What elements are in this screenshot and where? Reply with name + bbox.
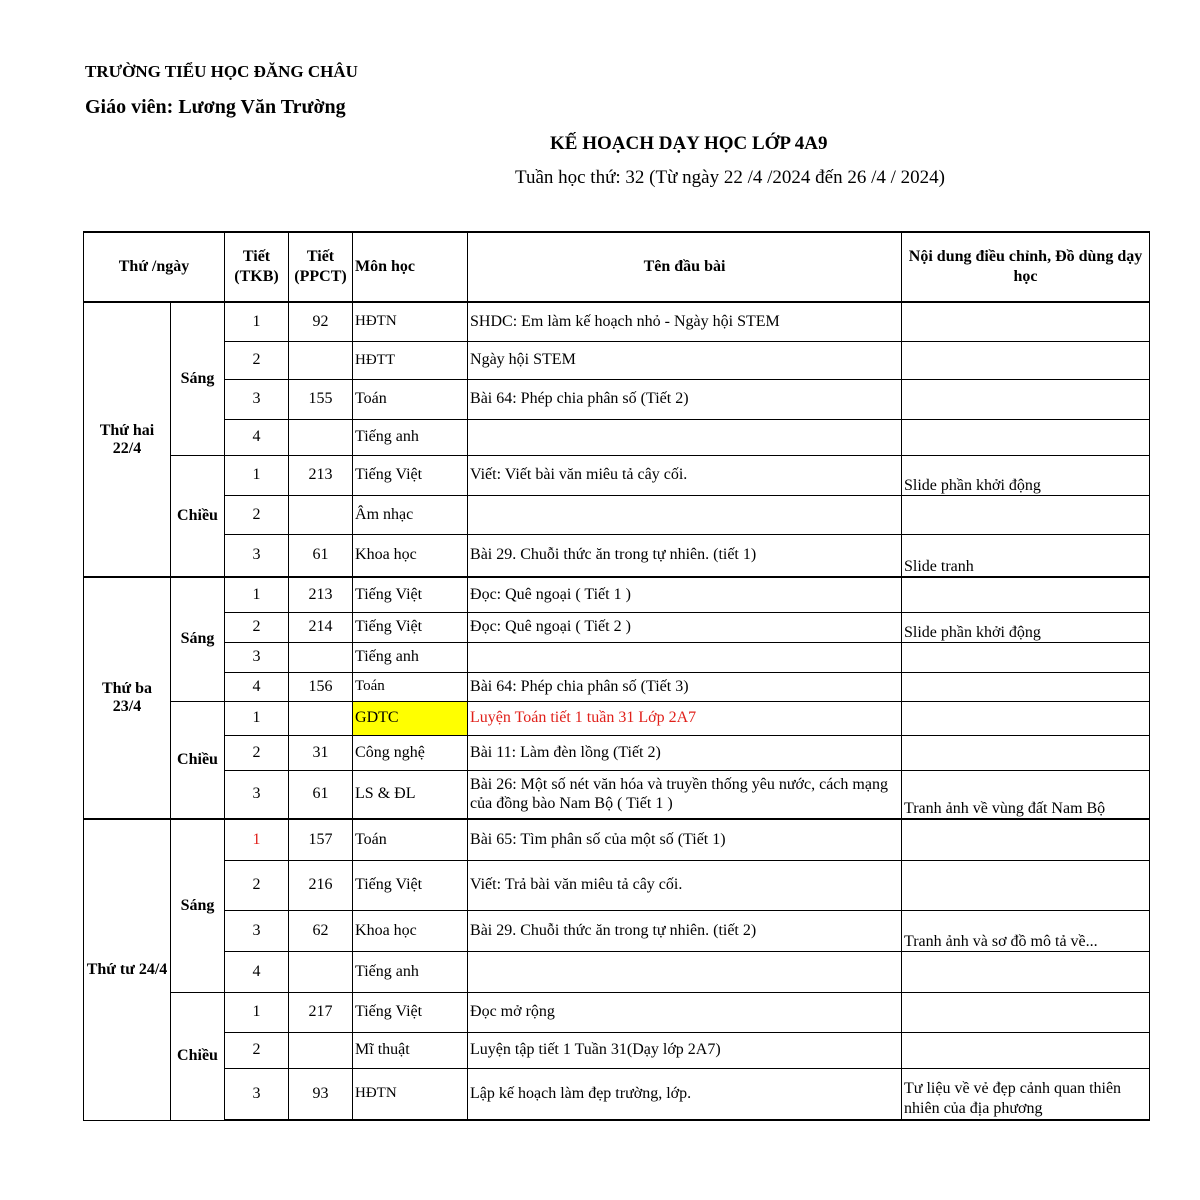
- subject-cell: Tiếng anh: [353, 642, 468, 672]
- notes-cell: Slide tranh: [902, 534, 1150, 577]
- tkb-cell: 4: [225, 419, 289, 455]
- col-lesson: Tên đầu bài: [468, 232, 902, 302]
- ppct-cell: 61: [289, 534, 353, 577]
- notes-cell: [902, 1032, 1150, 1068]
- table-row: [84, 1068, 1150, 1120]
- subject-cell: Tiếng Việt: [353, 577, 468, 612]
- ppct-cell: [289, 951, 353, 992]
- page-title: KẾ HOẠCH DẠY HỌC LỚP 4A9: [550, 133, 828, 154]
- notes-cell: Tranh ảnh và sơ đồ mô tả về...: [902, 910, 1150, 951]
- lesson-cell: [468, 495, 902, 534]
- table-row: [84, 701, 1150, 735]
- notes-cell: [902, 341, 1150, 379]
- lesson-cell: Bài 64: Phép chia phân số (Tiết 2): [468, 379, 902, 419]
- notes-cell: [902, 495, 1150, 534]
- ppct-cell: 93: [289, 1068, 353, 1120]
- subject-cell: HĐTT: [353, 341, 468, 379]
- tkb-cell: 3: [225, 770, 289, 819]
- school-name: TRƯỜNG TIỂU HỌC ĐĂNG CHÂU: [85, 62, 358, 81]
- table-row: [84, 341, 1150, 379]
- lesson-cell: Đọc: Quê ngoại ( Tiết 2 ): [468, 612, 902, 642]
- lesson-cell: Viết: Trả bài văn miêu tả cây cối.: [468, 860, 902, 910]
- notes-cell: [902, 951, 1150, 992]
- notes-cell: [902, 642, 1150, 672]
- table-row: [84, 302, 1150, 341]
- ppct-cell: 62: [289, 910, 353, 951]
- tkb-cell: 2: [225, 1032, 289, 1068]
- tkb-cell: 3: [225, 1068, 289, 1120]
- ppct-cell: 92: [289, 302, 353, 341]
- lesson-cell: [468, 642, 902, 672]
- tkb-cell: 2: [225, 612, 289, 642]
- subject-cell: HĐTN: [353, 1068, 468, 1120]
- ppct-cell: [289, 701, 353, 735]
- lesson-cell: Đọc: Quê ngoại ( Tiết 1 ): [468, 577, 902, 612]
- col-subject: Môn học: [353, 232, 468, 302]
- header-row: [84, 232, 1150, 302]
- table-row: [84, 951, 1150, 992]
- teacher-name: Giáo viên: Lương Văn Trường: [85, 96, 346, 118]
- ppct-cell: 156: [289, 672, 353, 701]
- table-row: [84, 379, 1150, 419]
- ppct-cell: 217: [289, 992, 353, 1032]
- session-label: Sáng: [171, 302, 225, 455]
- subject-cell: HĐTN: [353, 302, 468, 341]
- subject-cell: Toán: [353, 672, 468, 701]
- session-label: Chiều: [171, 992, 225, 1120]
- lesson-cell: Lập kế hoạch làm đẹp trường, lớp.: [468, 1068, 902, 1120]
- lesson-cell: Ngày hội STEM: [468, 341, 902, 379]
- lesson-cell: Bài 11: Làm đèn lồng (Tiết 2): [468, 735, 902, 770]
- lesson-cell: Đọc mở rộng: [468, 992, 902, 1032]
- ppct-cell: 214: [289, 612, 353, 642]
- subject-cell: LS & ĐL: [353, 770, 468, 819]
- lesson-cell: [468, 951, 902, 992]
- tkb-cell: 2: [225, 735, 289, 770]
- session-label: Sáng: [171, 819, 225, 992]
- ppct-cell: 216: [289, 860, 353, 910]
- table-row: [84, 577, 1150, 612]
- tkb-cell: 3: [225, 534, 289, 577]
- lesson-cell: [468, 419, 902, 455]
- tkb-cell: 1: [225, 577, 289, 612]
- table-row: [84, 860, 1150, 910]
- table-row: [84, 735, 1150, 770]
- table-row: [84, 910, 1150, 951]
- lesson-cell: Bài 29. Chuỗi thức ăn trong tự nhiên. (tiết 2): [468, 910, 902, 951]
- subject-cell: Tiếng Việt: [353, 455, 468, 495]
- tkb-cell: 4: [225, 951, 289, 992]
- subject-cell: Tiếng anh: [353, 951, 468, 992]
- subject-cell: Mĩ thuật: [353, 1032, 468, 1068]
- notes-cell: [902, 819, 1150, 860]
- subject-cell: Công nghệ: [353, 735, 468, 770]
- table-row: [84, 612, 1150, 642]
- notes-cell: [902, 672, 1150, 701]
- tkb-cell: 4: [225, 672, 289, 701]
- table-row: [84, 495, 1150, 534]
- tkb-cell: 2: [225, 495, 289, 534]
- ppct-cell: [289, 495, 353, 534]
- ppct-cell: [289, 419, 353, 455]
- subject-cell: Tiếng Việt: [353, 992, 468, 1032]
- day-label: Thứ ba 23/4: [84, 577, 171, 819]
- ppct-cell: 61: [289, 770, 353, 819]
- notes-cell: [902, 302, 1150, 341]
- subject-cell: Khoa học: [353, 910, 468, 951]
- table-row: [84, 642, 1150, 672]
- subject-cell: GDTC: [353, 701, 468, 735]
- lesson-cell: Viết: Viết bài văn miêu tả cây cối.: [468, 455, 902, 495]
- table-row: [84, 672, 1150, 701]
- session-label: Chiều: [171, 701, 225, 819]
- notes-cell: [902, 577, 1150, 612]
- notes-cell: Slide phần khởi động: [902, 455, 1150, 495]
- ppct-cell: 213: [289, 455, 353, 495]
- tkb-cell: 3: [225, 379, 289, 419]
- lesson-cell: Bài 26: Một số nét văn hóa và truyền thống yêu nước, cách mạng của đồng bào Nam Bộ ( Tiết 1 ): [468, 770, 902, 819]
- lesson-cell: Bài 29. Chuỗi thức ăn trong tự nhiên. (tiết 1): [468, 534, 902, 577]
- table-row: [84, 770, 1150, 819]
- tkb-cell: 1: [225, 455, 289, 495]
- lesson-cell: Luyện tập tiết 1 Tuần 31(Dạy lớp 2A7): [468, 1032, 902, 1068]
- col-tkb: Tiết (TKB): [225, 232, 289, 302]
- col-day: Thứ /ngày: [84, 232, 225, 302]
- tkb-cell: 1: [225, 302, 289, 341]
- ppct-cell: [289, 341, 353, 379]
- subject-cell: Tiếng Việt: [353, 860, 468, 910]
- notes-cell: [902, 379, 1150, 419]
- tkb-cell: 2: [225, 341, 289, 379]
- notes-cell: [902, 992, 1150, 1032]
- lesson-cell: Bài 65: Tìm phân số của một số (Tiết 1): [468, 819, 902, 860]
- lesson-plan-table: [83, 231, 1150, 1121]
- tkb-cell: 1: [225, 819, 289, 860]
- lesson-cell: Bài 64: Phép chia phân số (Tiết 3): [468, 672, 902, 701]
- table-row: [84, 992, 1150, 1032]
- lesson-cell: SHDC: Em làm kế hoạch nhỏ - Ngày hội STEM: [468, 302, 902, 341]
- tkb-cell: 3: [225, 910, 289, 951]
- tkb-cell: 3: [225, 642, 289, 672]
- subject-cell: Tiếng anh: [353, 419, 468, 455]
- col-notes: Nội dung điều chỉnh, Đồ dùng dạy học: [902, 232, 1150, 302]
- ppct-cell: 157: [289, 819, 353, 860]
- notes-cell: [902, 860, 1150, 910]
- tkb-cell: 1: [225, 701, 289, 735]
- week-info: Tuần học thứ: 32 (Từ ngày 22 /4 /2024 đến 26 /4 / 2024): [515, 167, 945, 188]
- table-row: [84, 455, 1150, 495]
- session-label: Sáng: [171, 577, 225, 701]
- notes-cell: [902, 735, 1150, 770]
- col-ppct: Tiết (PPCT): [289, 232, 353, 302]
- subject-cell: Khoa học: [353, 534, 468, 577]
- subject-cell: Toán: [353, 379, 468, 419]
- lesson-cell: Luyện Toán tiết 1 tuần 31 Lớp 2A7: [468, 701, 902, 735]
- table-row: [84, 819, 1150, 860]
- table-row: [84, 534, 1150, 577]
- notes-cell: [902, 419, 1150, 455]
- tkb-cell: 1: [225, 992, 289, 1032]
- ppct-cell: [289, 1032, 353, 1068]
- tkb-cell: 2: [225, 860, 289, 910]
- subject-cell: Âm nhạc: [353, 495, 468, 534]
- table-row: [84, 1032, 1150, 1068]
- notes-cell: Slide phần khởi động: [902, 612, 1150, 642]
- subject-cell: Tiếng Việt: [353, 612, 468, 642]
- day-label: Thứ tư 24/4: [84, 819, 171, 1120]
- table-row: [84, 419, 1150, 455]
- subject-cell: Toán: [353, 819, 468, 860]
- ppct-cell: [289, 642, 353, 672]
- notes-cell: Tranh ảnh về vùng đất Nam Bộ: [902, 770, 1150, 819]
- notes-cell: [902, 701, 1150, 735]
- session-label: Chiều: [171, 455, 225, 577]
- ppct-cell: 213: [289, 577, 353, 612]
- ppct-cell: 31: [289, 735, 353, 770]
- ppct-cell: 155: [289, 379, 353, 419]
- notes-cell: Tư liệu về vẻ đẹp cảnh quan thiên nhiên của địa phương: [902, 1068, 1150, 1120]
- day-label: Thứ hai 22/4: [84, 302, 171, 577]
